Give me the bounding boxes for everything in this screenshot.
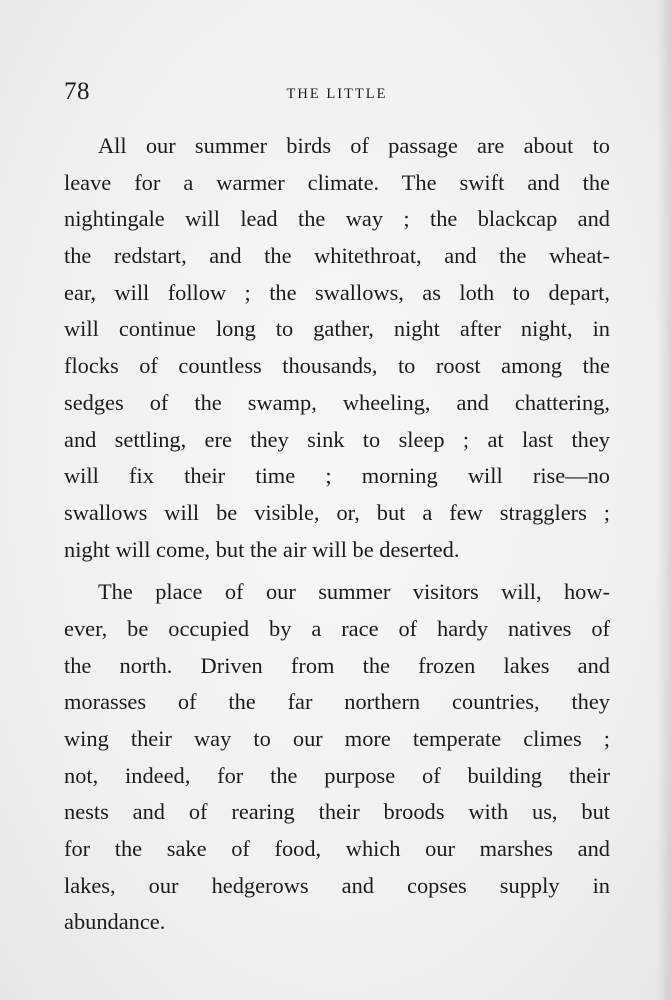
text-line: for the sake of food, which our marshes and [64, 836, 610, 862]
text-line: swallows will be visible, or, but a few stragglers ; [64, 499, 610, 525]
text-line: the redstart, and the whitethroat, and the wheat- [64, 243, 610, 269]
text-line: lakes, our hedgerows and copses supply in [64, 872, 610, 898]
text-line: The place of our summer visitors will, how- [98, 579, 610, 605]
text-line: leave for a warmer climate. The swift and the [64, 169, 610, 195]
body-text [64, 128, 610, 941]
text-line: nests and of rearing their broods with us, but [64, 799, 610, 825]
text-line: sedges of the swamp, wheeling, and chattering, [64, 389, 610, 415]
running-head: THE LITTLE [286, 86, 388, 102]
text-line: ear, will follow ; the swallows, as loth to depart, [64, 279, 610, 305]
paragraph-1 [64, 128, 610, 568]
paragraph-2 [64, 574, 610, 941]
text-line: will fix their time ; morning will rise—no [64, 463, 610, 489]
text-line: night will come, but the air will be deserted. [64, 536, 460, 562]
text-line: not, indeed, for the purpose of building their [64, 762, 610, 788]
text-line: morasses of the far northern countries, they [64, 689, 610, 715]
text-line: and settling, ere they sink to sleep ; at last they [64, 426, 610, 452]
text-line: abundance. [64, 909, 166, 935]
text-line: wing their way to our more temperate climes ; [64, 726, 610, 751]
text-line: All our summer birds of passage are about to [98, 133, 610, 158]
text-line: will continue long to gather, night after night, in [64, 316, 610, 342]
page-edge-shadow [657, 0, 671, 1000]
text-line: the north. Driven from the frozen lakes and [64, 652, 610, 678]
page-number: 78 [64, 78, 90, 105]
text-line: ever, be occupied by a race of hardy natives of [64, 615, 610, 641]
text-line: nightingale will lead the way ; the blackcap and [64, 206, 610, 232]
text-line: flocks of countless thousands, to roost among the [64, 353, 610, 379]
page-header [64, 78, 610, 110]
